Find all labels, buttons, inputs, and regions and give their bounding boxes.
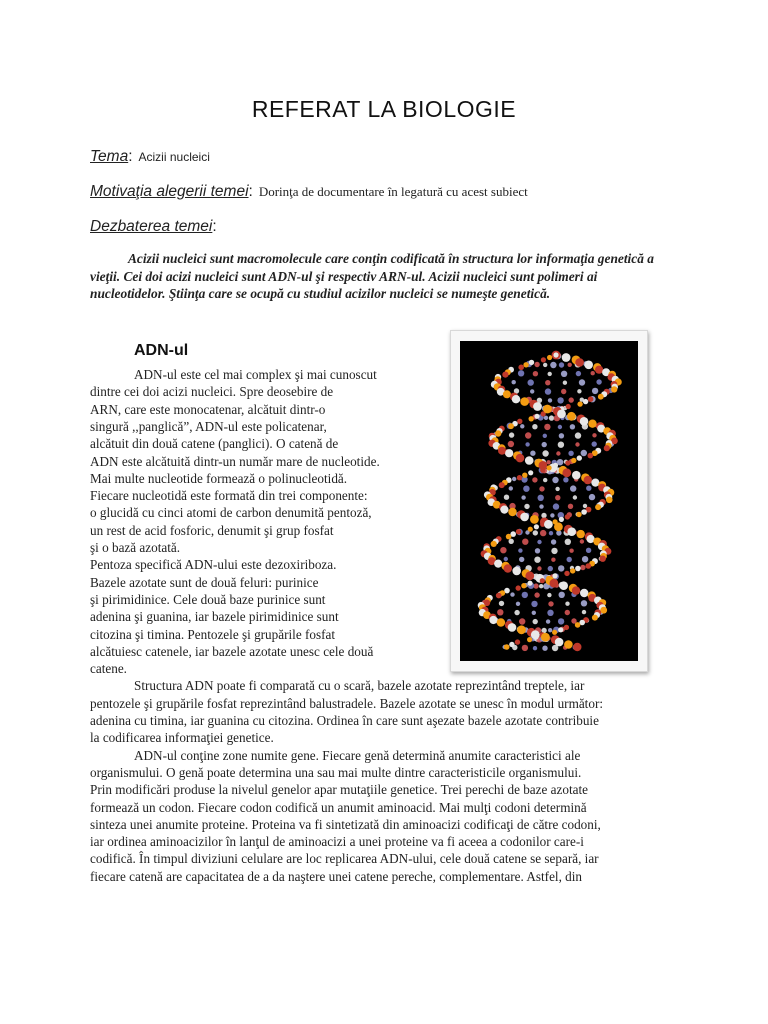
dna-base-atom xyxy=(546,460,550,464)
dna-base-atom xyxy=(548,372,552,376)
body-line: Fiecare nucleotidă este formată din trei componente: xyxy=(90,488,368,504)
dna-base-atom xyxy=(512,380,516,384)
dna-base-atom xyxy=(544,416,548,420)
dna-base-atom xyxy=(570,424,575,429)
dna-base-atom xyxy=(543,363,547,367)
dna-backbone-atom xyxy=(570,568,575,573)
dna-base-atom xyxy=(548,566,553,571)
dna-backbone-atom xyxy=(509,642,514,647)
dna-base-atom xyxy=(558,565,564,571)
dna-backbone-atom xyxy=(586,563,592,569)
dna-backbone-atom xyxy=(553,352,558,357)
dna-backbone-atom xyxy=(573,643,581,651)
body-line: alcătuit din două catene (panglici). O catenă de xyxy=(90,436,339,452)
section-heading-adn: ADN-ul xyxy=(134,342,189,359)
dna-base-atom xyxy=(542,450,548,456)
dna-backbone-atom xyxy=(564,571,569,576)
dna-base-atom xyxy=(592,433,596,437)
dna-base-atom xyxy=(532,477,537,482)
dna-backbone-atom xyxy=(512,567,521,576)
dna-backbone-atom xyxy=(577,455,582,460)
dna-base-atom xyxy=(537,540,541,544)
body-line: Structura ADN poate fi comparată cu o scară, bazele azotate reprezintând treptele, iar xyxy=(134,678,585,694)
dna-backbone-atom xyxy=(540,578,545,583)
body-line: citozina şi timina. Pentozele şi grupările fosfat xyxy=(90,626,335,642)
dna-backbone-atom xyxy=(557,410,566,419)
dna-backbone-atom xyxy=(528,470,533,475)
dna-base-atom xyxy=(589,494,595,500)
dna-backbone-atom xyxy=(588,420,596,428)
dna-base-atom xyxy=(592,388,598,394)
dna-backbone-atom xyxy=(497,618,505,626)
dna-backbone-atom xyxy=(572,586,580,594)
dna-base-atom xyxy=(582,610,586,614)
dna-backbone-atom xyxy=(489,616,497,624)
motivatia-value: Dorinţa de documentare în legatură cu acest subiect xyxy=(258,184,528,199)
dna-backbone-atom xyxy=(611,386,617,392)
dna-backbone-atom xyxy=(575,622,581,628)
body-line: Prin modificări produse la nivelul genelor apar mutaţiile genetice. Trei perechi de baze azotate xyxy=(90,782,589,798)
dna-backbone-atom xyxy=(547,355,552,360)
dna-backbone-atom xyxy=(529,360,534,365)
dna-backbone-atom xyxy=(558,627,563,632)
dna-base-atom xyxy=(531,601,537,607)
dna-base-atom xyxy=(534,557,540,563)
body-line: catene. xyxy=(90,661,127,677)
dna-backbone-atom xyxy=(533,402,542,411)
dna-base-atom xyxy=(563,381,567,385)
dna-base-atom xyxy=(518,548,522,552)
dna-backbone-atom xyxy=(541,633,550,642)
dna-backbone-atom xyxy=(606,497,613,504)
dna-base-atom xyxy=(586,486,591,491)
dna-backbone-atom xyxy=(525,571,534,580)
dna-base-atom xyxy=(519,618,525,624)
motivatia-label: Motivaţia alegerii temei xyxy=(90,183,249,200)
dna-base-atom xyxy=(549,415,554,420)
dna-base-atom xyxy=(533,530,538,535)
dna-backbone-atom xyxy=(550,579,559,588)
dna-base-atom xyxy=(558,442,564,448)
dna-base-atom xyxy=(523,486,529,492)
dna-backbone-atom xyxy=(520,513,529,522)
dna-base-atom xyxy=(580,539,584,543)
dna-backbone-atom xyxy=(528,527,533,532)
dna-backbone-atom xyxy=(552,630,557,635)
dna-backbone-atom xyxy=(508,423,514,429)
dna-backbone-atom xyxy=(553,463,558,468)
dna-base-atom xyxy=(537,566,541,570)
dna-base-atom xyxy=(570,485,576,491)
dna-base-atom xyxy=(542,442,547,447)
dna-base-atom xyxy=(575,432,581,438)
dna-backbone-atom xyxy=(580,589,588,597)
body-line: formează un codon. Fiecare codon codifică un anumit aminoacid. Mai mulţi codoni determină xyxy=(90,799,587,815)
dna-backbone-atom xyxy=(572,471,581,480)
body-line: Pentoza specifică ADN-ului este dezoxiriboza. xyxy=(90,557,337,573)
dna-base-atom xyxy=(522,592,528,598)
dna-base-atom xyxy=(558,618,564,624)
dna-backbone-atom xyxy=(544,520,553,529)
dna-backbone-atom xyxy=(575,566,581,572)
dna-base-atom xyxy=(530,451,535,456)
dna-base-atom xyxy=(569,549,573,553)
body-line: şi o bază azotată. xyxy=(90,540,181,555)
dna-base-atom xyxy=(549,531,553,535)
dna-backbone-atom xyxy=(530,515,539,524)
dna-base-atom xyxy=(510,592,514,596)
dna-backbone-atom xyxy=(512,395,520,403)
dna-backbone-atom xyxy=(543,405,552,414)
dna-base-atom xyxy=(576,371,581,376)
dna-base-atom xyxy=(504,557,508,561)
dna-backbone-atom xyxy=(495,430,501,436)
dna-backbone-atom xyxy=(600,607,607,614)
dna-base-atom xyxy=(540,530,546,536)
dna-base-atom xyxy=(518,370,524,376)
dna-base-atom xyxy=(552,477,558,483)
dna-backbone-atom xyxy=(518,365,524,371)
dna-base-atom xyxy=(592,441,597,446)
dna-backbone-atom xyxy=(541,357,546,362)
dna-backbone-atom xyxy=(595,504,601,510)
dna-base-atom xyxy=(565,602,569,606)
dna-backbone-atom xyxy=(515,639,520,644)
dna-base-atom xyxy=(583,504,587,508)
intro-paragraph: Acizii nucleici sunt macromolecule care conţin codificată în structura lor informaţia genetică a vieţii. Cei doi acizi nucleici sunt ADN-ul şi respectiv ARN-ul. Acizii nucleici sunt polimeri ai nucleotidelor. Ştiinţa care se ocupă cu studiul acizilor nucleici se numeşte genetică. xyxy=(90,251,654,301)
dna-base-atom xyxy=(586,548,591,553)
dna-backbone-atom xyxy=(565,460,570,465)
dna-backbone-atom xyxy=(503,390,511,398)
dna-image-frame xyxy=(450,330,648,672)
dna-backbone-atom xyxy=(516,454,525,463)
dna-base-atom xyxy=(547,610,553,616)
dna-base-atom xyxy=(543,434,547,438)
dna-base-atom xyxy=(497,609,503,615)
dna-base-atom xyxy=(499,601,504,606)
body-line: ADN este alcătuită dintr-un număr mare de nucleotide. xyxy=(90,453,380,469)
dna-backbone-atom xyxy=(562,468,571,477)
dna-base-atom xyxy=(559,433,564,438)
dna-base-atom xyxy=(539,584,543,588)
dna-base-atom xyxy=(548,601,553,606)
dna-base-atom xyxy=(563,477,568,482)
dna-base-atom xyxy=(568,504,573,509)
dna-base-atom xyxy=(522,645,528,651)
dna-base-atom xyxy=(565,610,570,615)
dna-backbone-atom xyxy=(494,560,502,568)
dna-base-atom xyxy=(534,362,539,367)
dna-base-atom xyxy=(525,442,529,446)
dna-base-atom xyxy=(544,424,550,430)
dna-backbone-atom xyxy=(547,465,552,470)
dna-backbone-atom xyxy=(502,372,508,378)
dna-base-atom xyxy=(557,397,563,403)
dna-backbone-atom xyxy=(592,615,598,621)
dna-base-atom xyxy=(550,362,556,368)
dna-base-atom xyxy=(596,379,601,384)
dna-backbone-atom xyxy=(516,585,521,590)
tema-label: Tema xyxy=(90,148,129,165)
dna-backbone-atom xyxy=(588,396,594,402)
dna-base-atom xyxy=(539,504,543,508)
dna-backbone-atom xyxy=(546,576,551,581)
body-line: adenina şi guanina, iar bazele pirimidinice sunt xyxy=(90,609,339,625)
dna-backbone-atom xyxy=(604,445,610,451)
body-line: pentozele şi grupările fosfat reprezintând balustradele. Bazele azotate se unesc în modul următor: xyxy=(90,695,603,711)
dna-base-atom xyxy=(550,513,554,517)
dna-base-atom xyxy=(556,451,560,455)
dna-base-atom xyxy=(509,432,514,437)
dna-backbone-atom xyxy=(516,529,521,534)
dna-base-atom xyxy=(500,547,506,553)
dna-base-atom xyxy=(581,600,587,606)
dna-base-atom xyxy=(532,424,537,429)
body-line: o glucidă cu cinci atomi de carbon denumită pentoză, xyxy=(90,505,372,521)
dna-base-atom xyxy=(569,397,574,402)
dna-base-atom xyxy=(530,389,534,393)
dna-base-atom xyxy=(516,602,520,606)
dna-base-atom xyxy=(519,557,524,562)
dna-base-atom xyxy=(547,593,551,597)
dna-base-atom xyxy=(558,425,562,429)
dna-base-atom xyxy=(591,371,595,375)
dna-base-atom xyxy=(524,504,529,509)
dna-backbone-atom xyxy=(584,361,593,370)
dna-backbone-atom xyxy=(523,362,528,367)
dna-backbone-atom xyxy=(577,530,585,538)
dna-base-atom xyxy=(561,389,566,394)
dna-base-atom xyxy=(538,495,544,501)
dna-base-atom xyxy=(555,495,560,500)
dna-base-atom xyxy=(568,451,573,456)
dna-base-atom xyxy=(559,592,565,598)
tema-line: Tema: Acizii nucleici xyxy=(90,148,210,165)
dna-backbone-atom xyxy=(552,573,557,578)
dna-base-atom xyxy=(580,565,585,570)
body-line: ADN-ul este cel mai complex şi mai cunoscut xyxy=(134,367,377,382)
body-line: singură ,,panglică”, ADN-ul este policatenar, xyxy=(90,418,327,434)
dna-backbone-atom xyxy=(491,541,497,547)
dna-base-atom xyxy=(579,379,585,385)
dna-backbone-atom xyxy=(583,399,588,404)
dna-base-atom xyxy=(577,389,581,393)
dna-backbone-atom xyxy=(576,512,581,517)
dna-backbone-atom xyxy=(567,412,576,421)
dna-backbone-atom xyxy=(517,475,522,480)
dna-backbone-atom xyxy=(521,583,526,588)
dna-backbone-atom xyxy=(540,468,545,473)
dna-base-atom xyxy=(509,486,513,490)
dna-backbone-atom xyxy=(527,581,532,586)
dna-backbone-atom xyxy=(598,394,604,400)
dna-base-atom xyxy=(525,432,531,438)
dna-backbone-atom xyxy=(529,416,534,421)
dna-base-atom xyxy=(534,592,539,597)
dna-base-atom xyxy=(581,450,587,456)
dna-backbone-atom xyxy=(505,449,513,457)
dna-backbone-atom xyxy=(504,644,510,650)
dna-base-atom xyxy=(567,557,572,562)
body-line: ADN-ul conţine zone numite gene. Fiecare genă determină anumite caracteristici ale xyxy=(134,747,581,763)
dna-backbone-atom xyxy=(581,509,587,515)
dna-base-atom xyxy=(509,539,514,544)
dna-backbone-atom xyxy=(600,556,606,562)
dna-backbone-atom xyxy=(564,625,569,630)
dna-base-atom xyxy=(533,583,538,588)
dna-base-atom xyxy=(555,487,559,491)
body-line: organismului. O genă poate determina una sau mai multe dintre caracteristicile organismului. xyxy=(90,764,582,780)
dna-backbone-atom xyxy=(500,506,508,514)
dna-backbone-atom xyxy=(496,593,502,599)
dna-backbone-atom xyxy=(534,414,539,419)
tema-value: Acizii nucleici xyxy=(138,150,210,164)
body-line: la codificarea informaţiei genetice. xyxy=(90,730,274,746)
motivatia-line: Motivaţia alegerii temei: Dorinţa de documentare în legatură cu acest subiect xyxy=(90,183,528,200)
body-line: alcătuiesc catenele, iar bazele azotate unesc cele două xyxy=(90,643,374,659)
dna-backbone-atom xyxy=(517,625,526,634)
dna-base-atom xyxy=(548,398,552,402)
dna-base-atom xyxy=(545,388,551,394)
dna-base-atom xyxy=(532,611,536,615)
dna-base-atom xyxy=(512,477,516,481)
dna-backbone-atom xyxy=(577,401,582,406)
dna-base-atom xyxy=(573,495,577,499)
dna-backbone-atom xyxy=(559,517,564,522)
dna-backbone-atom xyxy=(559,581,568,590)
dezbaterea-line: Dezbaterea temei: xyxy=(90,218,217,235)
dna-base-atom xyxy=(533,371,538,376)
dna-backbone-atom xyxy=(534,524,539,529)
dna-backbone-atom xyxy=(498,447,506,455)
dna-base-atom xyxy=(541,513,546,518)
dna-base-atom xyxy=(568,363,572,367)
dna-backbone-atom xyxy=(571,458,576,463)
dna-base-atom xyxy=(575,442,579,446)
dna-base-atom xyxy=(542,646,547,651)
dna-backbone-atom xyxy=(567,527,576,536)
body-line: Bazele azotate sunt de două feluri: purinice xyxy=(90,574,319,590)
dna-backbone-atom xyxy=(525,456,534,465)
dna-backbone-atom xyxy=(508,623,517,632)
dna-base-atom xyxy=(533,646,537,650)
dna-backbone-atom xyxy=(554,522,563,531)
dna-base-atom xyxy=(551,548,557,554)
dna-backbone-atom xyxy=(580,417,589,426)
dna-base-atom xyxy=(565,539,571,545)
dna-backbone-atom xyxy=(531,630,540,639)
body-line: fiecare catenă are capacitatea de a da naştere unei catene pereche, complementare. Astfel, din xyxy=(90,868,583,884)
dna-backbone-atom xyxy=(566,404,571,409)
dna-backbone-atom xyxy=(504,564,512,572)
dna-base-atom xyxy=(528,379,534,385)
dna-base-atom xyxy=(543,478,547,482)
body-line: ARN, care este monocatenar, alcătuit dintr-o xyxy=(90,401,326,417)
document-title: REFERAT LA BIOLOGIE xyxy=(251,96,517,122)
dna-backbone-atom xyxy=(520,397,529,406)
dna-backbone-atom xyxy=(499,482,505,488)
dna-base-atom xyxy=(551,558,555,562)
body-line: Mai multe nucleotide formează o polinucleotidă. xyxy=(90,470,348,486)
dna-base-atom xyxy=(521,495,525,499)
dna-base-atom xyxy=(559,362,564,367)
dna-base-atom xyxy=(535,548,540,553)
body-line: dintre cei doi acizi nucleici. Spre deosebire de xyxy=(90,384,334,400)
dna-base-atom xyxy=(545,380,550,385)
dna-base-atom xyxy=(551,539,556,544)
dna-double-helix-image xyxy=(460,341,638,661)
dna-backbone-atom xyxy=(564,640,573,649)
dna-base-atom xyxy=(508,441,514,447)
dna-backbone-atom xyxy=(575,358,584,367)
dna-backbone-atom xyxy=(588,453,594,459)
dna-backbone-atom xyxy=(565,514,570,519)
dna-backbone-atom xyxy=(595,366,603,374)
dna-base-atom xyxy=(582,556,588,562)
dna-backbone-atom xyxy=(517,419,522,424)
dna-base-atom xyxy=(514,610,519,615)
dna-backbone-atom xyxy=(555,638,564,647)
dezbaterea-label: Dezbaterea temei xyxy=(90,218,213,235)
dna-backbone-atom xyxy=(508,508,516,516)
dna-base-atom xyxy=(553,503,559,509)
dna-base-atom xyxy=(520,424,524,428)
dna-backbone-atom xyxy=(562,353,571,362)
body-line: sinteza unei anumite proteine. Proteina va fi sintetizată din aminoacizi codificaţi de către codoni, xyxy=(90,816,601,832)
dna-base-atom xyxy=(533,619,538,624)
dna-base-atom xyxy=(539,486,544,491)
dna-backbone-atom xyxy=(522,473,527,478)
dna-base-atom xyxy=(561,371,567,377)
body-line: codifică. În timpul diviziuni celulare are loc replicarea ADN-ului, cele două catene se separă, iar xyxy=(90,851,599,867)
body-line: adenina cu timina, iar guanina cu citozina. Ordinea în care sunt aşezate bazele azotate contribuie xyxy=(90,713,599,728)
dna-backbone-atom xyxy=(506,534,512,540)
dna-base-atom xyxy=(522,539,528,545)
dna-base-atom xyxy=(548,628,552,632)
dna-backbone-atom xyxy=(527,637,532,642)
body-line: iar ordinea aminoacizilor în lanţul de aminoacizi a unei proteine va fi aceea a codonilor care-i xyxy=(90,834,584,850)
dna-base-atom xyxy=(504,495,509,500)
body-line: şi pirimidinice. Cele două baze purinice sunt xyxy=(90,591,326,607)
dna-base-atom xyxy=(546,619,550,623)
body-line: un rest de acid fosforic, denumit şi grup fosfat xyxy=(90,522,334,538)
dna-backbone-atom xyxy=(584,476,592,484)
